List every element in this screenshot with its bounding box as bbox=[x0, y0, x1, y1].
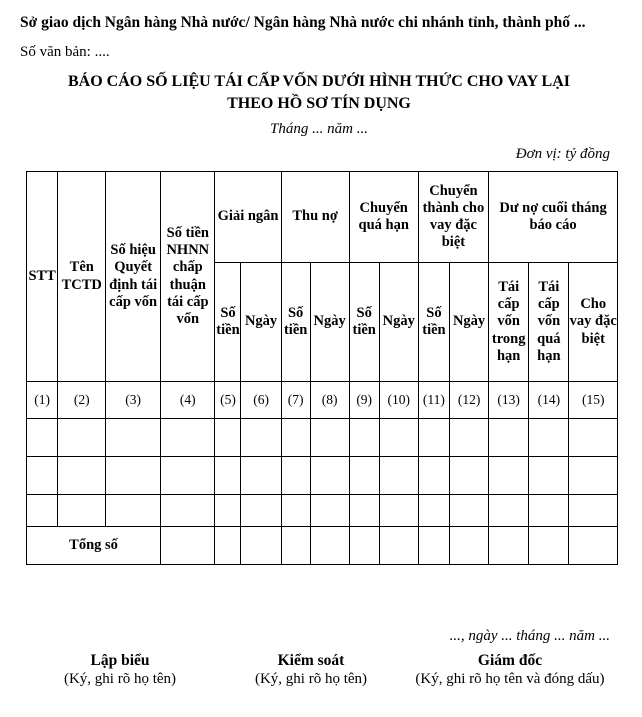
empty-data-cell bbox=[529, 495, 569, 527]
report-title-line2: THEO HỒ SƠ TÍN DỤNG bbox=[227, 95, 411, 112]
empty-data-cell bbox=[281, 527, 310, 565]
table-row bbox=[27, 419, 618, 457]
report-table bbox=[26, 171, 618, 565]
empty-data-cell bbox=[161, 495, 215, 527]
empty-data-cell bbox=[349, 457, 379, 495]
empty-data-cell bbox=[529, 457, 569, 495]
empty-data-cell bbox=[310, 527, 349, 565]
empty-data-cell bbox=[489, 419, 529, 457]
empty-data-cell bbox=[489, 527, 529, 565]
empty-data-cell bbox=[161, 457, 215, 495]
empty-data-cell bbox=[379, 527, 418, 565]
empty-data-cell bbox=[215, 495, 241, 527]
empty-data-cell bbox=[418, 419, 449, 457]
empty-data-cell bbox=[106, 457, 161, 495]
col-number-cell: (8) bbox=[310, 382, 349, 419]
col-number-cell: (3) bbox=[106, 382, 161, 419]
empty-data-cell bbox=[161, 419, 215, 457]
group-header-giai-ngan: Giải ngân bbox=[215, 172, 281, 263]
empty-data-cell bbox=[241, 457, 281, 495]
empty-data-cell bbox=[379, 457, 418, 495]
empty-data-cell bbox=[106, 495, 161, 527]
table-row bbox=[27, 457, 618, 495]
sub-header-ngay-giai-ngan: Ngày bbox=[241, 263, 281, 382]
col-number-cell: (10) bbox=[379, 382, 418, 419]
empty-data-cell bbox=[241, 419, 281, 457]
col-header-so-hieu-quyet-dinh: Số hiệu Quyết định tái cấp vốn bbox=[106, 172, 161, 382]
signature-title: Giám đốc bbox=[477, 652, 543, 669]
signature-note: (Ký, ghi rõ họ tên) bbox=[254, 671, 368, 687]
empty-data-cell bbox=[161, 527, 215, 565]
empty-data-cell bbox=[310, 495, 349, 527]
empty-data-cell bbox=[215, 527, 241, 565]
group-header-chuyen-thanh-cho-vay-dac-biet: Chuyển thành cho vay đặc biệt bbox=[418, 172, 488, 263]
col-number-cell: (9) bbox=[349, 382, 379, 419]
col-number-cell: (12) bbox=[450, 382, 489, 419]
group-header-chuyen-qua-han: Chuyển quá hạn bbox=[349, 172, 418, 263]
signature-title: Kiểm soát bbox=[277, 652, 345, 669]
signature-block-kiem-soat bbox=[220, 651, 402, 689]
col-number-cell: (15) bbox=[569, 382, 618, 419]
col-number-cell: (2) bbox=[58, 382, 106, 419]
table-row bbox=[27, 495, 618, 527]
empty-data-cell bbox=[450, 495, 489, 527]
signature-block-giam-doc bbox=[402, 651, 618, 689]
empty-data-cell bbox=[281, 495, 310, 527]
group-header-du-no-cuoi-thang: Dư nợ cuối tháng báo cáo bbox=[489, 172, 618, 263]
empty-data-cell bbox=[529, 419, 569, 457]
report-title bbox=[20, 71, 618, 115]
empty-data-cell bbox=[418, 527, 449, 565]
doc-number-line: Số văn bản: .... bbox=[20, 44, 110, 60]
col-header-stt: STT bbox=[27, 172, 58, 382]
signature-date-line: ..., ngày ... tháng ... năm ... bbox=[449, 628, 610, 644]
col-number-cell: (13) bbox=[489, 382, 529, 419]
sub-header-so-tien-giai-ngan: Số tiền bbox=[215, 263, 241, 382]
empty-data-cell bbox=[106, 419, 161, 457]
empty-data-cell bbox=[58, 419, 106, 457]
empty-data-cell bbox=[569, 457, 618, 495]
sub-header-so-tien-thu-no: Số tiền bbox=[281, 263, 310, 382]
empty-data-cell bbox=[529, 527, 569, 565]
empty-data-cell bbox=[379, 419, 418, 457]
sub-header-tai-cap-von-trong-han: Tái cấp vốn trong hạn bbox=[489, 263, 529, 382]
sub-header-tai-cap-von-qua-han: Tái cấp vốn quá hạn bbox=[529, 263, 569, 382]
issuing-org-line: Sở giao dịch Ngân hàng Nhà nước/ Ngân hàng Nhà nước chi nhánh tỉnh, thành phố ... bbox=[20, 14, 586, 31]
empty-data-cell bbox=[379, 495, 418, 527]
document-page bbox=[0, 12, 642, 689]
empty-data-cell bbox=[215, 419, 241, 457]
empty-data-cell bbox=[281, 419, 310, 457]
empty-data-cell bbox=[349, 495, 379, 527]
empty-data-cell bbox=[349, 527, 379, 565]
report-period: Tháng ... năm ... bbox=[270, 121, 368, 137]
sub-header-ngay-thu-no: Ngày bbox=[310, 263, 349, 382]
total-row-label: Tổng số bbox=[27, 527, 161, 565]
col-number-cell: (4) bbox=[161, 382, 215, 419]
unit-note: Đơn vị: tỷ đồng bbox=[515, 146, 610, 162]
sub-header-so-tien-chuyen-thanh: Số tiền bbox=[418, 263, 449, 382]
group-header-thu-no: Thu nợ bbox=[281, 172, 349, 263]
empty-data-cell bbox=[58, 457, 106, 495]
col-number-cell: (1) bbox=[27, 382, 58, 419]
empty-data-cell bbox=[418, 495, 449, 527]
empty-data-cell bbox=[450, 457, 489, 495]
signature-blocks bbox=[20, 651, 618, 689]
sub-header-ngay-chuyen-qua-han: Ngày bbox=[379, 263, 418, 382]
empty-data-cell bbox=[241, 527, 281, 565]
empty-data-cell bbox=[281, 457, 310, 495]
col-number-cell: (6) bbox=[241, 382, 281, 419]
col-header-ten-tctd: Tên TCTD bbox=[58, 172, 106, 382]
report-title-line1: BÁO CÁO SỐ LIỆU TÁI CẤP VỐN DƯỚI HÌNH THỨC CHO VAY LẠI bbox=[67, 73, 571, 90]
empty-data-cell bbox=[27, 495, 58, 527]
empty-data-cell bbox=[418, 457, 449, 495]
empty-data-cell bbox=[310, 457, 349, 495]
sub-header-so-tien-chuyen-qua-han: Số tiền bbox=[349, 263, 379, 382]
signature-note: (Ký, ghi rõ họ tên) bbox=[63, 671, 177, 687]
empty-data-cell bbox=[450, 419, 489, 457]
col-number-cell: (11) bbox=[418, 382, 449, 419]
column-number-row bbox=[27, 382, 618, 419]
empty-data-cell bbox=[349, 419, 379, 457]
signature-title: Lập biểu bbox=[90, 652, 150, 669]
empty-data-cell bbox=[569, 419, 618, 457]
empty-data-cell bbox=[27, 419, 58, 457]
signature-note: (Ký, ghi rõ họ tên và đóng dấu) bbox=[415, 671, 605, 687]
empty-data-cell bbox=[489, 495, 529, 527]
empty-data-cell bbox=[310, 419, 349, 457]
empty-data-cell bbox=[241, 495, 281, 527]
empty-data-cell bbox=[450, 527, 489, 565]
header-row-groups bbox=[27, 172, 618, 263]
col-number-cell: (14) bbox=[529, 382, 569, 419]
sub-header-cho-vay-dac-biet: Cho vay đặc biệt bbox=[569, 263, 618, 382]
col-number-cell: (7) bbox=[281, 382, 310, 419]
empty-data-cell bbox=[58, 495, 106, 527]
empty-data-cell bbox=[489, 457, 529, 495]
empty-data-cell bbox=[215, 457, 241, 495]
col-header-so-tien-nhnn: Số tiền NHNN chấp thuận tái cấp vốn bbox=[161, 172, 215, 382]
empty-data-cell bbox=[569, 495, 618, 527]
empty-data-cell bbox=[569, 527, 618, 565]
signature-block-lap-bieu bbox=[20, 651, 220, 689]
sub-header-ngay-chuyen-thanh: Ngày bbox=[450, 263, 489, 382]
total-row bbox=[27, 527, 618, 565]
empty-data-cell bbox=[27, 457, 58, 495]
col-number-cell: (5) bbox=[215, 382, 241, 419]
